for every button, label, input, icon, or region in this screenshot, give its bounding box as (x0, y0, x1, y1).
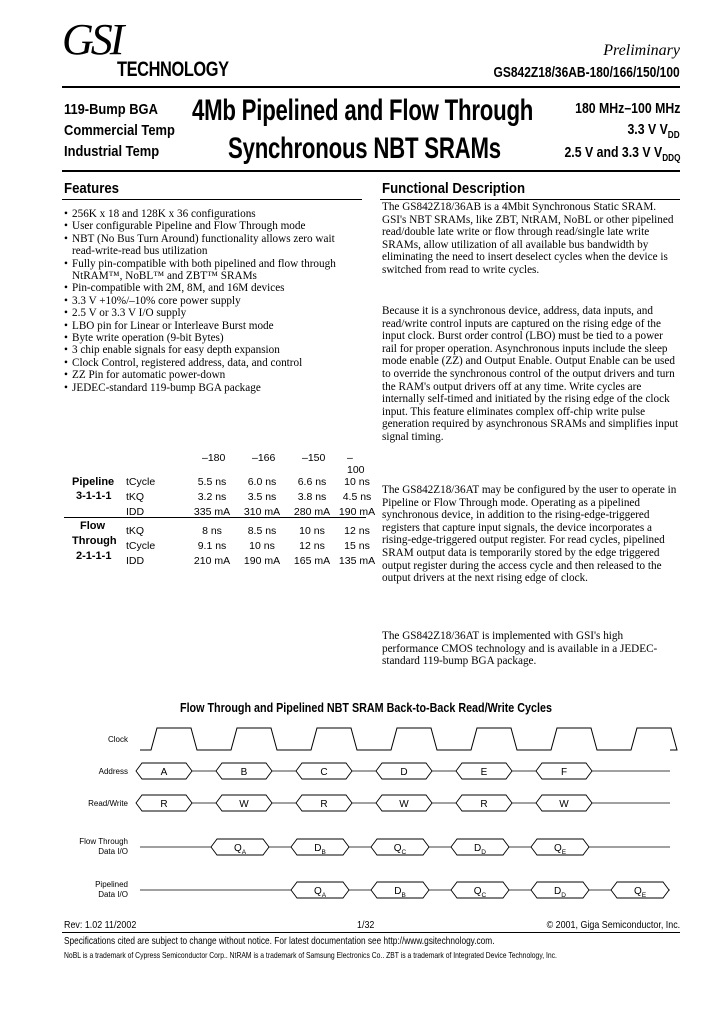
flow-cell-value: 12 ns (299, 540, 325, 552)
speed-header-row (64, 452, 366, 476)
frequency-range: 180 MHz–100 MHz (574, 100, 680, 117)
flow-label-through: Through (72, 535, 117, 547)
flow-data-label: $Q_E$ (553, 843, 567, 856)
page-title-line2: Synchronous NBT SRAMs (228, 132, 501, 165)
page-title-line1: 4Mb Pipelined and Flow Through (192, 94, 534, 127)
feature-item: • NBT (No Bus Turn Around) functionality allows zero wait (64, 233, 364, 245)
label-pipelined-dataio: Data I/O (98, 890, 128, 899)
flow-cell-value: 8.5 ns (247, 525, 277, 537)
logo-technology: TECHNOLOGY (117, 58, 229, 81)
logo (62, 14, 262, 81)
flow-cell-param: tKQ (126, 525, 145, 537)
timing-diagram (60, 720, 680, 910)
pipeline-cell-param: tKQ (126, 491, 145, 503)
vddq-spec: 2.5 V and 3.3 V $V_{DDQ}$ (563, 144, 680, 164)
pipeline-cell-value: 6.6 ns (297, 476, 327, 488)
pipeline-label: Pipeline (72, 476, 115, 488)
label-readwrite: Read/Write (88, 799, 128, 808)
readwrite-label: R (160, 799, 168, 810)
feature-item: • ZZ Pin for automatic power-down (64, 369, 364, 381)
feature-item: • 3 chip enable signals for easy depth expansion (64, 344, 364, 356)
flow-label: Flow (80, 520, 106, 532)
trademark-notice: NoBL is a trademark of Cypress Semiconductor Corp.. NtRAM is a trademark of Samsung Electronics Co.. ZBT is a trademark of Integrated Device Technology, Inc. (64, 950, 557, 960)
feature-item: • JEDEC-standard 119-bump BGA package (64, 382, 364, 394)
label-flow-through: Flow Through (79, 837, 128, 846)
address-label: B (240, 767, 248, 778)
pipeline-cell-value: 5.5 ns (197, 476, 227, 488)
address-label: F (560, 767, 568, 778)
pipeline-cell-value: 4.5 ns (342, 491, 372, 503)
feature-item: • Clock Control, registered address, data, and control (64, 357, 364, 369)
address-label: D (400, 767, 408, 778)
pipeline-cell-param: tCycle (126, 476, 156, 488)
flow-cell-value: 8 ns (202, 525, 222, 537)
feature-item: • 2.5 V or 3.3 V I/O supply (64, 307, 364, 319)
spec-divider (64, 517, 366, 518)
feature-item: • Fully pin-compatible with both pipelined and flow through (64, 258, 364, 270)
flow-cell-value: 190 mA (243, 555, 281, 567)
pipeline-cell-value: 3.8 ns (297, 491, 327, 503)
functional-heading: Functional Description (382, 180, 526, 197)
pipe-data-label: $Q_C$ (473, 886, 487, 899)
pipeline-cell-value: 310 mA (243, 506, 281, 518)
pipe-data-label: $D_D$ (554, 886, 566, 899)
address-label: A (160, 767, 168, 778)
status-label: Preliminary (603, 42, 680, 59)
speed-150: –150 (302, 452, 326, 464)
diagram-title: Flow Through and Pipelined NBT SRAM Back-to-Back Read/Write Cycles (180, 701, 552, 715)
feature-item: • 3.3 V +10%/–10% core power supply (64, 295, 364, 307)
package-label: 119-Bump BGA (64, 101, 158, 118)
features-heading: Features (64, 180, 120, 197)
features-rule (62, 199, 362, 200)
flow-data-label: $D_B$ (314, 843, 326, 856)
flow-data-sublabel: D (481, 849, 486, 856)
flow-data-sublabel: A (241, 849, 247, 856)
temp-commercial: Commercial Temp (64, 122, 175, 139)
flow-cell-value: 15 ns (344, 540, 370, 552)
pipeline-cell-value: 6.0 ns (247, 476, 277, 488)
speed-100: –100 (347, 452, 365, 476)
speed-166: –166 (252, 452, 276, 464)
address-label: C (320, 767, 328, 778)
functional-paragraph-3: The GS842Z18/36AT may be configured by the user to operate in Pipeline or Flow Through mode. Operating as a pipelined synchronous device, in addition to the rising-edge-triggered registers that capture input signals, the device incorporates a rising-edge-triggered output register. For read cycles, pipelined SRAM output data is temporarily stored by the edge triggered output register during the access cycle and then released to the output drivers at the next rising edge of clock. (382, 484, 677, 585)
pipe-data-label: $Q_E$ (633, 886, 647, 899)
pipe-data-sublabel: D (561, 892, 566, 899)
pipe-data-sublabel: B (401, 892, 406, 899)
flow-data-sublabel: B (321, 849, 326, 856)
flow-cell-value: 9.1 ns (197, 540, 227, 552)
label-address: Address (98, 767, 128, 776)
pipeline-cell-value: 10 ns (344, 476, 370, 488)
flow-cell-value: 210 mA (193, 555, 231, 567)
flow-cell-param: IDD (126, 555, 145, 567)
functional-rule (380, 199, 680, 200)
flow-latency: 2-1-1-1 (76, 550, 112, 562)
footer-rule (62, 932, 680, 933)
pipeline-cell-value: 280 mA (293, 506, 331, 518)
features-list (64, 208, 364, 394)
pipeline-cell-param: IDD (126, 506, 145, 518)
title-rule (62, 170, 680, 172)
flow-cell-value: 165 mA (293, 555, 331, 567)
pipeline-cell-value: 3.2 ns (197, 491, 227, 503)
pipe-data-label: $Q_A$ (313, 886, 327, 899)
pipe-data-sublabel: A (321, 892, 327, 899)
functional-paragraph-2: Because it is a synchronous device, address, data inputs, and read/write control inputs are captured on the rising edge of the input clock. Burst order control (LBO) must be tied to a power rail for proper operation. Asynchronous inputs include the sleep mode enable (ZZ) and Output Enable. Output Enable can be used to override the synchronous control of the output drivers and turn the RAM's output drivers off at any time. Write cycles are internally self-timed and initiated by the rising edge of the clock input. This feature eliminates complex off-chip write pulse generation required by asynchronous SRAMs and simplifies input signal timing. (382, 305, 679, 443)
readwrite-label: R (480, 799, 488, 810)
pipeline-cell-value: 3.5 ns (247, 491, 277, 503)
flow-data-sublabel: C (401, 849, 407, 856)
feature-item: • LBO pin for Linear or Interleave Burst mode (64, 320, 364, 332)
flow-data-label: $D_D$ (474, 843, 486, 856)
clock-waveform (140, 728, 677, 750)
flow-data-label: $Q_A$ (233, 843, 247, 856)
pipeline-cell-value: 190 mA (338, 506, 376, 518)
vdd-spec: 3.3 V $V_{DD}$ (627, 121, 680, 141)
header-rule (62, 86, 680, 88)
temp-industrial: Industrial Temp (64, 143, 160, 160)
flow-cell-value: 135 mA (338, 555, 376, 567)
readwrite-label: W (559, 799, 569, 810)
flow-data-sublabel: E (561, 849, 567, 856)
pipe-data-label: $D_B$ (394, 886, 406, 899)
feature-item: • 256K x 18 and 128K x 36 configurations (64, 208, 364, 220)
flow-data-label: $Q_C$ (393, 843, 407, 856)
functional-paragraph-4: The GS842Z18/36AT is implemented with GSI's high performance CMOS technology and is available in a JEDEC-standard 119-bump BGA package. (382, 630, 658, 668)
flow-cell-value: 10 ns (299, 525, 325, 537)
flow-cell-param: tCycle (126, 540, 156, 552)
pipeline-latency: 3-1-1-1 (76, 490, 112, 502)
documentation-notice: Specifications cited are subject to change without notice. For latest documentation see http://www.gsitechnology.com. (64, 935, 495, 947)
flow-cell-value: 12 ns (344, 525, 370, 537)
pipeline-cell-value: 335 mA (193, 506, 231, 518)
feature-item: • Byte write operation (9-bit Bytes) (64, 332, 364, 344)
feature-item-continued: read-write-read bus utilization (72, 245, 208, 258)
flow-cell-value: 10 ns (249, 540, 275, 552)
pipe-data-sublabel: E (641, 892, 647, 899)
readwrite-label: W (239, 799, 249, 810)
page-number: 1/32 (357, 919, 375, 931)
logo-gsi: GSI (62, 15, 122, 64)
part-number: GS842Z18/36AB-180/166/150/100 (493, 64, 680, 81)
feature-item: • Pin-compatible with 2M, 8M, and 16M devices (64, 282, 364, 294)
pipe-data-sublabel: C (481, 892, 487, 899)
revision: Rev: 1.02 11/2002 (64, 919, 137, 931)
readwrite-label: W (399, 799, 409, 810)
speed-180: –180 (202, 452, 226, 464)
feature-item-continued: NtRAM™, NoBL™ and ZBT™ SRAMs (72, 270, 257, 283)
address-label: E (480, 767, 488, 778)
copyright: © 2001, Giga Semiconductor, Inc. (546, 919, 680, 931)
readwrite-label: R (320, 799, 328, 810)
label-pipelined: Pipelined (95, 880, 128, 889)
feature-item: • User configurable Pipeline and Flow Through mode (64, 220, 364, 232)
label-flow-dataio: Data I/O (98, 847, 128, 856)
functional-paragraph-1: The GS842Z18/36AB is a 4Mbit Synchronous Static SRAM. GSI's NBT SRAMs, like ZBT, NtRAM, NoBL or other pipelined read/double late write or flow through read/single late write SRAMs, allow utilization of all available bus bandwidth by eliminating the need to insert deselect cycles when the device is switched from read to write cycles. (382, 201, 674, 276)
label-clock: Clock (107, 735, 128, 744)
